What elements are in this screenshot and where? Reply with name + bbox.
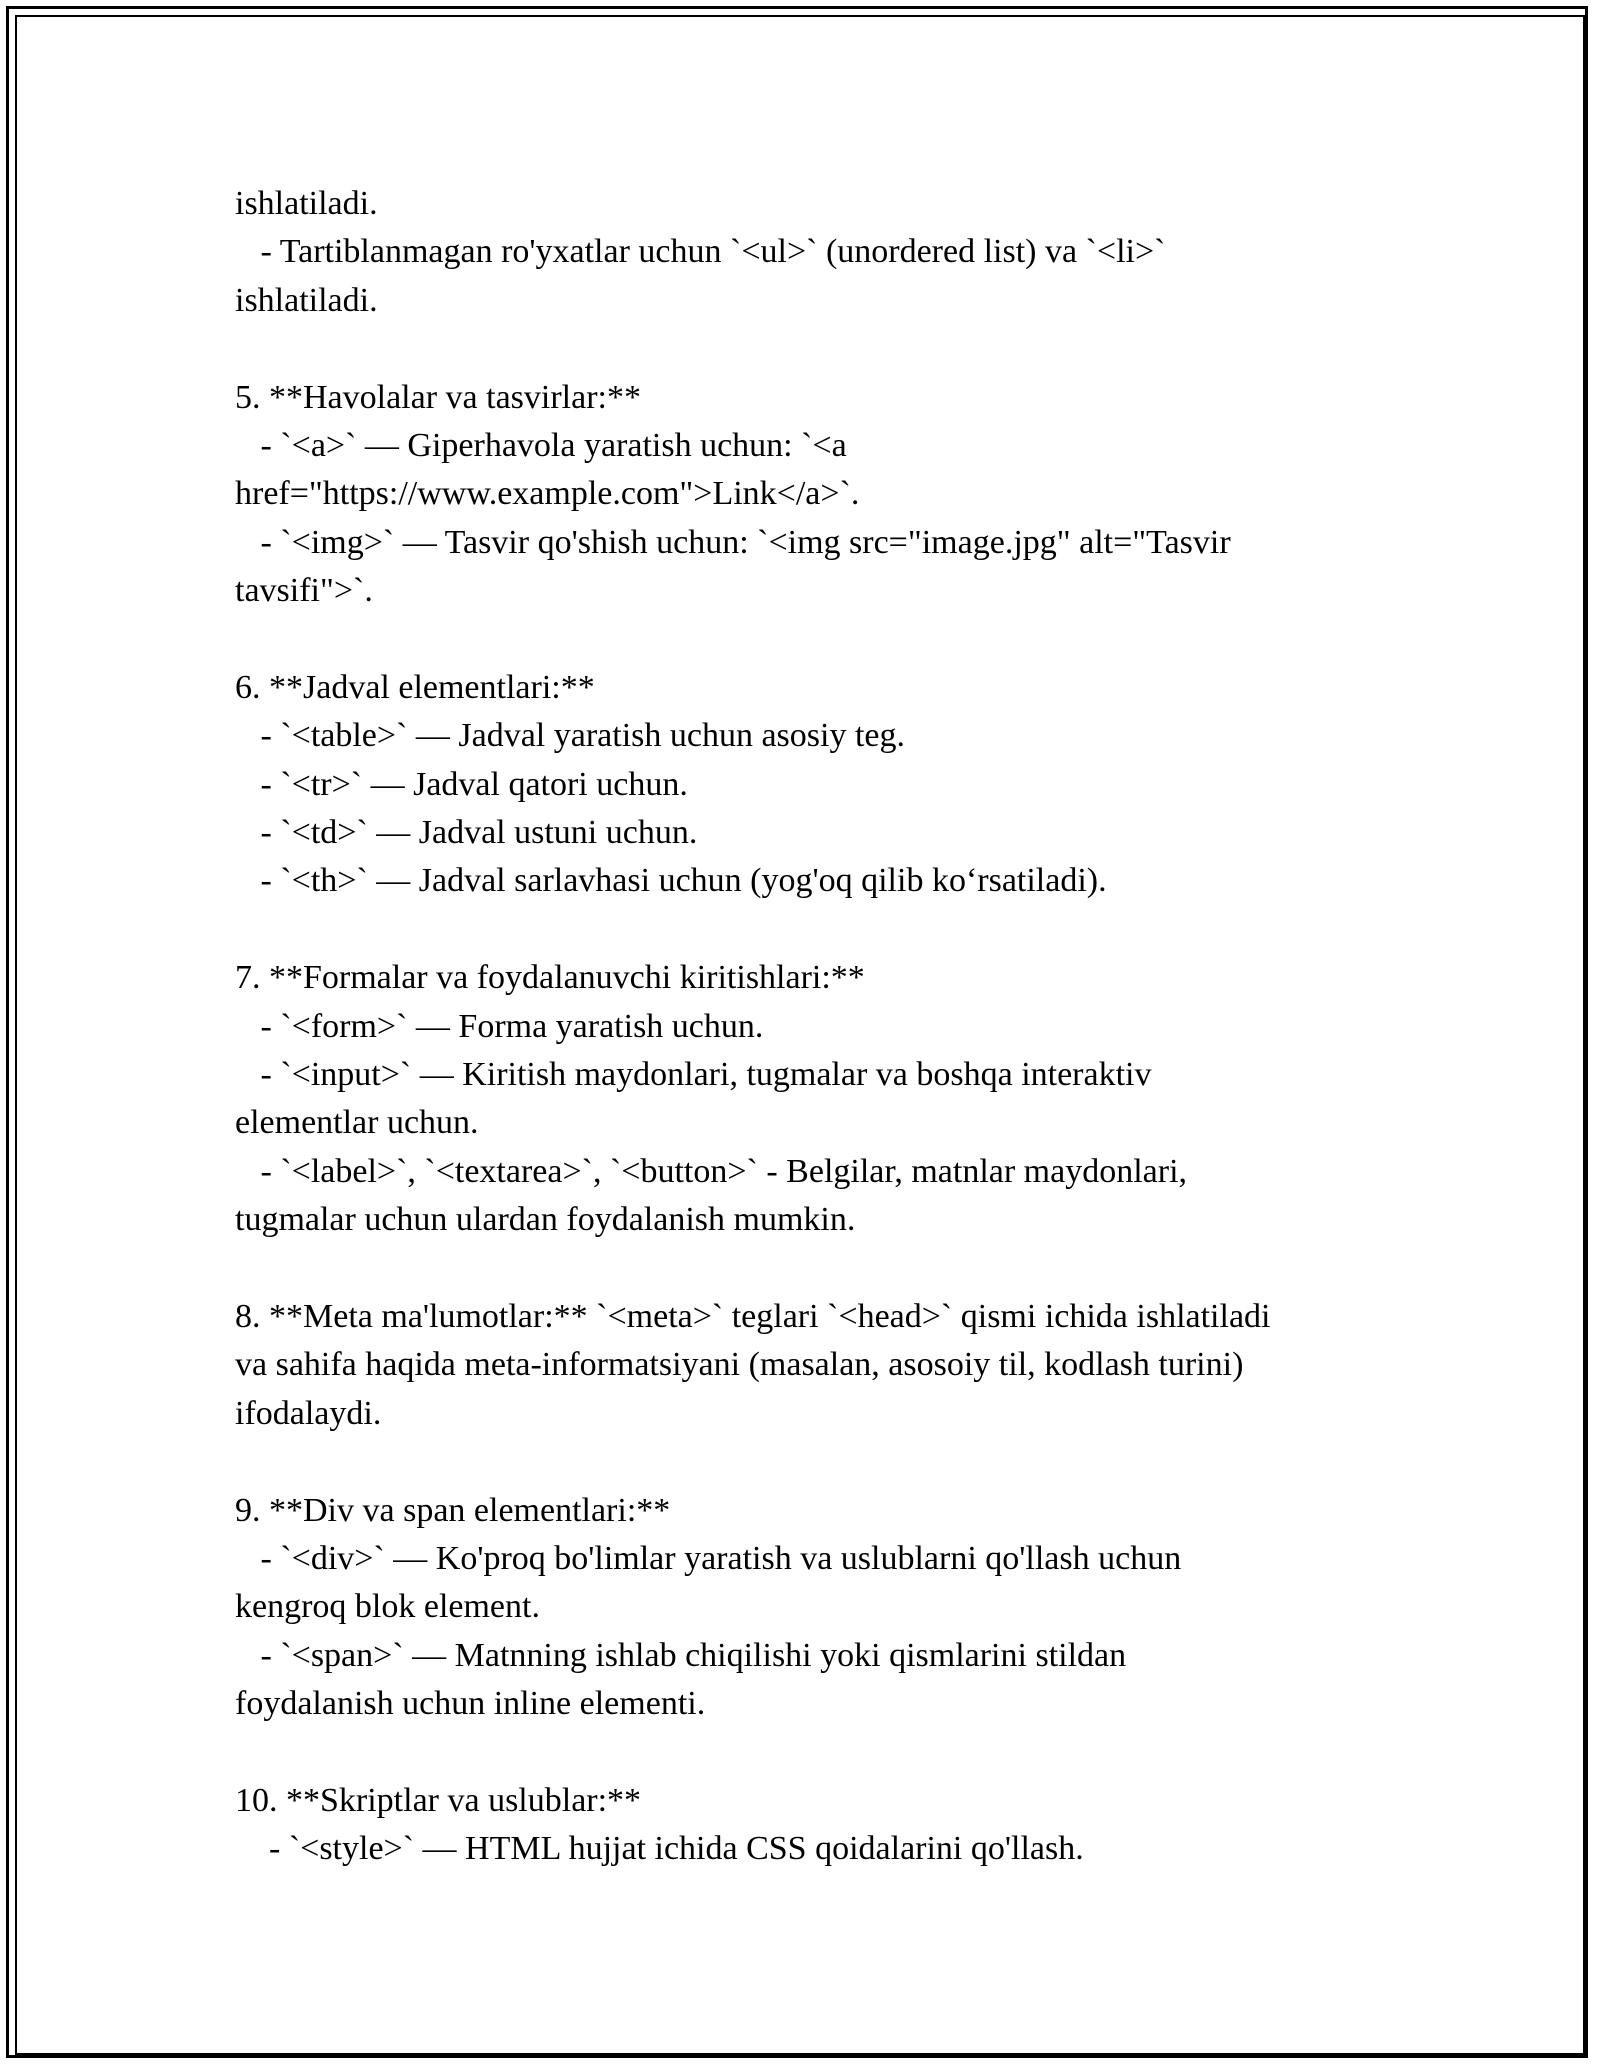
section-heading: 8. **Meta ma'lumotlar:** `<meta>` teglari `<head>` qismi ichida ishlatiladi: [235, 1297, 1271, 1335]
blank-line: [235, 1438, 1365, 1486]
blank-line: [235, 325, 1365, 373]
document-body: [235, 180, 1365, 1874]
blank-line: [235, 906, 1365, 954]
text-line: href="https://www.example.com">Link</a>`.: [235, 475, 860, 513]
blank-line: [235, 1729, 1365, 1777]
text-line: - `<a>` — Giperhavola yaratish uchun: `<a: [235, 426, 847, 464]
section-heading: 10. **Skriptlar va uslublar:**: [235, 1781, 642, 1819]
text-line: tugmalar uchun ulardan foydalanish mumkin.: [235, 1201, 856, 1239]
text-line: tavsifi">`.: [235, 572, 373, 610]
text-line: - `<label>`, `<textarea>`, `<button>` - Belgilar, matnlar maydonlari,: [235, 1152, 1188, 1190]
text-line: - `<style>` — HTML hujjat ichida CSS qoidalarini qo'llash.: [235, 1830, 1084, 1868]
text-line: elementlar uchun.: [235, 1104, 479, 1142]
text-line: ifodalaydi.: [235, 1394, 382, 1432]
text-line: - `<form>` — Forma yaratish uchun.: [235, 1007, 764, 1045]
text-line: - `<tr>` — Jadval qatori uchun.: [235, 765, 688, 803]
section-heading: 7. **Formalar va foydalanuvchi kiritishlari:**: [235, 959, 865, 997]
text-line: - `<input>` — Kiritish maydonlari, tugmalar va boshqa interaktiv: [235, 1056, 1152, 1094]
text-line: - `<img>` — Tasvir qo'shish uchun: `<img src="image.jpg" alt="Tasvir: [235, 523, 1231, 561]
text-line: foydalanish uchun inline elementi.: [235, 1685, 706, 1723]
text-line: - `<span>` — Matnning ishlab chiqilishi yoki qismlarini stildan: [235, 1636, 1127, 1674]
section-heading: 5. **Havolalar va tasvirlar:**: [235, 378, 641, 416]
text-line: - `<th>` — Jadval sarlavhasi uchun (yog'oq qilib koʻrsatiladi).: [235, 862, 1107, 900]
text-line: kengroq blok element.: [235, 1588, 540, 1626]
text-line: ishlatiladi.: [235, 281, 378, 319]
text-line: - Tartiblanmagan ro'yxatlar uchun `<ul>` (unordered list) va `<li>`: [235, 233, 1166, 271]
section-heading: 9. **Div va span elementlari:**: [235, 1491, 671, 1529]
section-heading: 6. **Jadval elementlari:**: [235, 668, 595, 706]
text-line: ishlatiladi.: [235, 185, 378, 222]
text-line: va sahifa haqida meta-informatsiyani (masalan, asosoiy til, kodlash turini): [235, 1346, 1244, 1384]
text-line: - `<div>` — Ko'proq bo'limlar yaratish va uslublarni qo'llash uchun: [235, 1539, 1182, 1577]
text-line: - `<table>` — Jadval yaratish uchun asosiy teg.: [235, 717, 906, 755]
blank-line: [235, 616, 1365, 664]
text-line: - `<td>` — Jadval ustuni uchun.: [235, 814, 698, 852]
blank-line: [235, 1245, 1365, 1293]
